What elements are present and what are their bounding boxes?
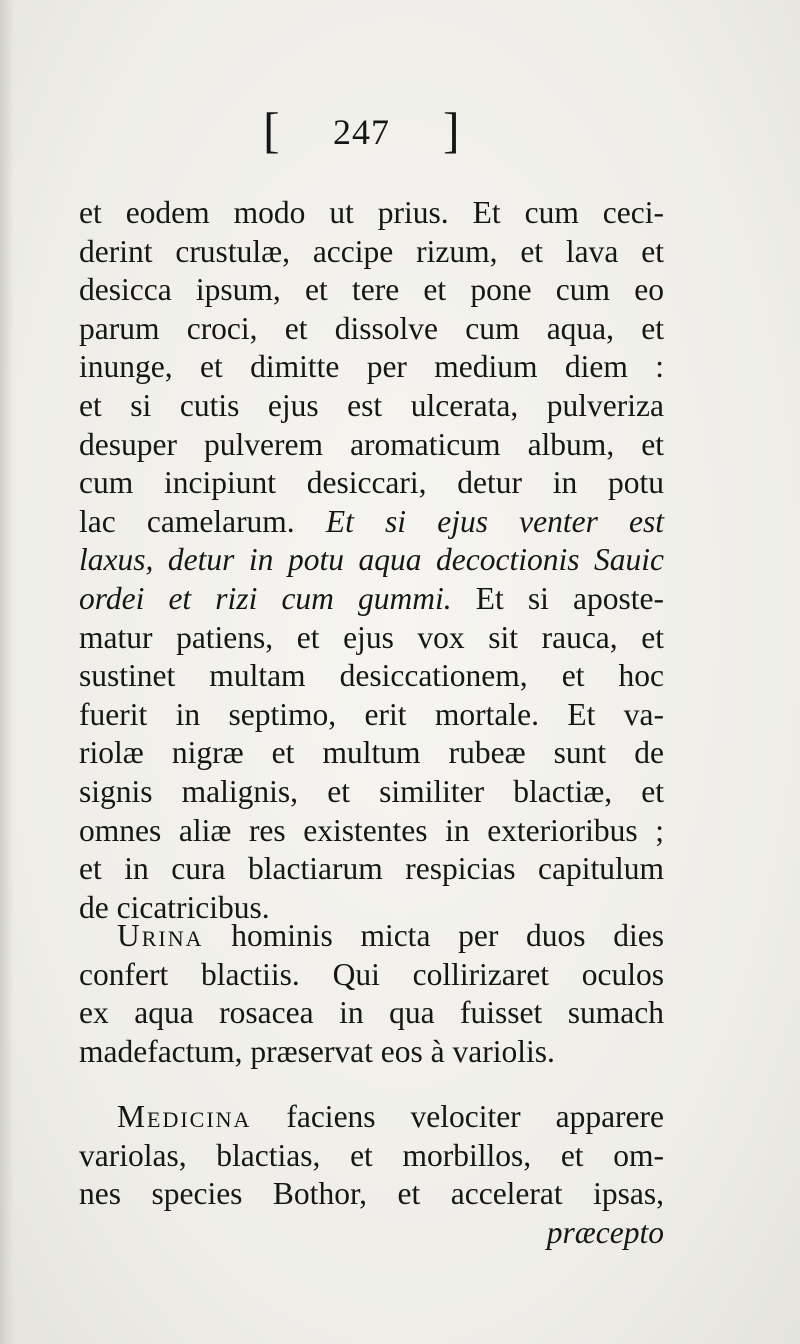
text-line: et si cutis ejus est ulcerata, pulveriza	[79, 387, 664, 423]
header-bracket-left: [	[263, 102, 280, 158]
text-italic: ordei et rizi cum gummi.	[79, 580, 452, 616]
page-header	[255, 100, 485, 160]
page-gutter-shadow	[0, 0, 14, 1344]
text-line: derint crustulæ, accipe rizum, et lava et	[79, 233, 664, 269]
text-line: signis malignis, et similiter blactiæ, et	[79, 773, 664, 809]
text-line: riolæ nigræ et multum rubeæ sunt de	[79, 735, 664, 771]
catchword: præcepto	[546, 1214, 664, 1250]
text-line: madefactum, præservat eos à variolis.	[79, 1033, 555, 1069]
page-number: 247	[333, 112, 390, 152]
text-italic: Et si ejus venter est	[325, 503, 664, 539]
text-line: desuper pulverem aromaticum album, et	[79, 426, 664, 462]
text-line	[79, 1098, 664, 1137]
text-line	[79, 580, 664, 619]
text-roman: lac camelarum.	[79, 503, 295, 539]
text-line: cum incipiunt desiccari, detur in potu	[79, 465, 664, 501]
text-line: nes species Bothor, et accelerat ipsas,	[79, 1176, 664, 1212]
text-line: confert blactiis. Qui collirizaret oculos	[79, 956, 664, 992]
text-line: desicca ipsum, et tere et pone cum eo	[79, 272, 664, 308]
text-roman: faciens velociter apparere	[286, 1099, 664, 1134]
text-roman: Et si aposte-	[475, 580, 665, 616]
text-line: de cicatricibus.	[79, 889, 270, 925]
text-line: et in cura blactiarum respicias capitulum	[79, 851, 664, 887]
text-line: parum croci, et dissolve cum aqua, et	[79, 310, 664, 346]
header-bracket-right: ]	[443, 102, 460, 158]
paragraph-2	[79, 917, 664, 1071]
paragraph-lead-word: Urina	[117, 918, 204, 953]
paragraph-1	[79, 194, 664, 927]
text-line: matur patiens, et ejus vox sit rauca, et	[79, 619, 664, 655]
paragraph-3	[79, 1098, 664, 1252]
text-line: variolas, blactias, et morbillos, et om-	[79, 1137, 664, 1173]
text-line: et eodem modo ut prius. Et cum ceci-	[79, 195, 664, 230]
text-line: fuerit in septimo, erit mortale. Et va-	[79, 696, 664, 732]
text-line: ex aqua rosacea in qua fuisset sumach	[79, 995, 664, 1031]
paragraph-lead-word: Medicina	[117, 1099, 252, 1134]
text-line-italic: laxus, detur in potu aqua decoctionis Sauic	[79, 542, 664, 578]
text-line: omnes aliæ res existentes in exterioribus ;	[79, 812, 664, 848]
text-line: sustinet multam desiccationem, et hoc	[79, 658, 664, 694]
text-roman: hominis micta per duos dies	[231, 918, 664, 953]
text-line	[79, 503, 664, 542]
text-line: inunge, et dimitte per medium diem :	[79, 349, 664, 385]
text-line	[79, 917, 664, 956]
